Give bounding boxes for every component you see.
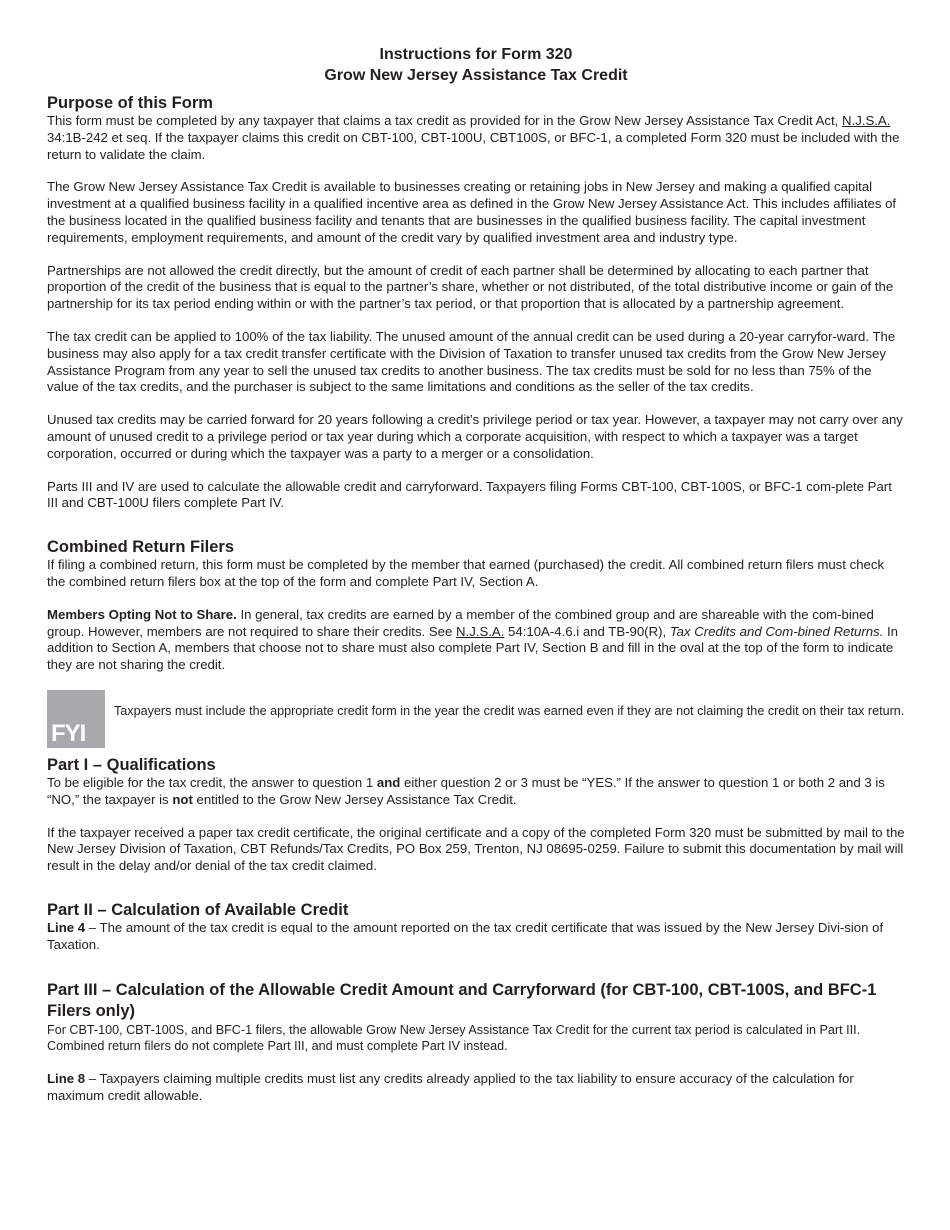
page-title: Instructions for Form 320: [379, 46, 573, 63]
combined-paragraph-2: Members Opting Not to Share. In general, tax credits are earned by a member of the combined group and are shareable with the com-bined group. However, members are not required to share their credits. See N.J.S.A. 54:10A-4.6.i and TB-90(R), Tax Credits and Com-bined Returns. In addition to Section A, members that choose not to share must also complete Part IV, Section B and fill in the oval at the top of the form to indicate they are not sharing the credit.: [47, 606, 899, 673]
part1-heading: Part I – Qualifications: [47, 755, 216, 774]
purpose-heading: Purpose of this Form: [47, 94, 213, 112]
part3-heading: Part III – Calculation of the Allowable Credit Amount and Carryforward (for CBT-100, CBT-100S, and BFC-1 Filers only): [47, 980, 877, 1020]
njsa-reference: N.J.S.A.: [456, 623, 505, 639]
part3-section: [47, 980, 905, 1105]
instructions-page: [47, 44, 905, 1105]
part3-line8: Line 8 – Taxpayers claiming multiple credits must list any credits already applied to the tax liability to ensure accuracy of the calculation for maximum credit allowable.: [47, 1071, 854, 1103]
purpose-paragraph-4: The tax credit can be applied to 100% of the tax liability. The unused amount of the annual credit can be used during a 20-year carryfor-ward. The business may also apply for a tax credit transfer certificate with the Division of Taxation to transfer unused tax credits from the Grow New Jersey Assistance Program from any year to sell the unused tax credits to another business. The tax credits must be sold for no less than 75% of the value of the tax credits, and the purchaser is subject to the same limitations and conditions as the seller of the tax credits.: [47, 328, 896, 395]
purpose-paragraph-1: This form must be completed by any taxpayer that claims a tax credit as provided for in the Grow New Jersey Assistance Tax Credit Act, N.J.S.A. 34:1B-242 et seq. If the taxpayer claims this credit on CBT-100, CBT-100U, CBT100S, or BFC-1, a completed Form 320 must be included with the return to validate the claim.: [47, 113, 900, 162]
njsa-reference: N.J.S.A.: [842, 113, 891, 128]
purpose-paragraph-2: The Grow New Jersey Assistance Tax Credit is available to businesses creating or retaining jobs in New Jersey and making a qualified capital investment at a qualified business facility in a qualified incentive area as defined in the Grow New Jersey Assistance Act. This includes affiliates of the business located in the qualified business facility and tenants that are businesses in the qualified business facility. The capital investment requirements, employment requirements, and amount of the credit vary by qualified investment area and industry type.: [47, 179, 897, 245]
purpose-paragraph-3: Partnerships are not allowed the credit directly, but the amount of credit of each partner shall be determined by allocating to each partner that proportion of the credit of the business that is equal to the partner’s share, whether or not distributed, of the total distributive income or gain of the partnership for its tax period ending within or with the partner’s tax period, or that proportion that is allocated by a partnership agreement.: [47, 262, 894, 312]
combined-heading: Combined Return Filers: [47, 538, 235, 557]
part2-line4: Line 4 – The amount of the tax credit is equal to the amount reported on the tax credit certificate that was issued by the New Jersey Divi-sion of Taxation.: [47, 919, 884, 952]
part1-section: [47, 756, 905, 875]
combined-paragraph-1: If filing a combined return, this form must be completed by the member that earned (purchased) the credit. All combined return filers must check the combined return filers box at the top of the form and complete Part IV, Section A.: [47, 557, 885, 589]
part3-paragraph-1: For CBT-100, CBT-100S, and BFC-1 filers, the allowable Grow New Jersey Assistance Tax Credit for the current tax period is calculated in Part III. Combined return filers do not complete Part III, and must complete Part IV instead.: [47, 1022, 861, 1054]
purpose-section: [47, 94, 905, 512]
part2-section: [47, 901, 905, 954]
fyi-text: Taxpayers must include the appropriate credit form in the year the credit was earned even if they are not claiming the credit on their tax return.: [114, 703, 905, 718]
part1-paragraph-2: If the taxpayer received a paper tax credit certificate, the original certificate and a copy of the completed Form 320 must be submitted by mail to the New Jersey Division of Taxation, CBT Refunds/Tax Credits, PO Box 259, Trenton, NJ 08695-0259. Failure to submit this documentation by mail will result in the delay and/or denial of the tax credit claimed.: [47, 824, 905, 874]
part2-heading: Part II – Calculation of Available Credit: [47, 900, 349, 919]
part1-paragraph-1: To be eligible for the tax credit, the answer to question 1 and either question 2 or 3 must be “YES.” If the answer to question 1 or both 2 and 3 is “NO,” the taxpayer is not entitled to the Grow New Jersey Assistance Tax Credit.: [47, 774, 885, 807]
fyi-note: [47, 690, 905, 748]
page-subtitle: Grow New Jersey Assistance Tax Credit: [324, 67, 628, 84]
purpose-paragraph-6: Parts III and IV are used to calculate the allowable credit and carryforward. Taxpayers filing Forms CBT-100, CBT-100S, or BFC-1 com-plete Part III and CBT-100U filers complete Part IV.: [47, 478, 892, 511]
purpose-paragraph-5: Unused tax credits may be carried forward for 20 years following a credit’s privilege period or tax year. However, a taxpayer may not carry over any amount of unused credit to a privilege period or tax year during which a corporate acquisition, with respect to which a taxpayer was a target corporation, occurred or during which the taxpayer was a party to a merger or a consolidation.: [47, 412, 903, 461]
fyi-icon: FYI: [47, 690, 105, 748]
combined-return-section: [47, 538, 905, 674]
